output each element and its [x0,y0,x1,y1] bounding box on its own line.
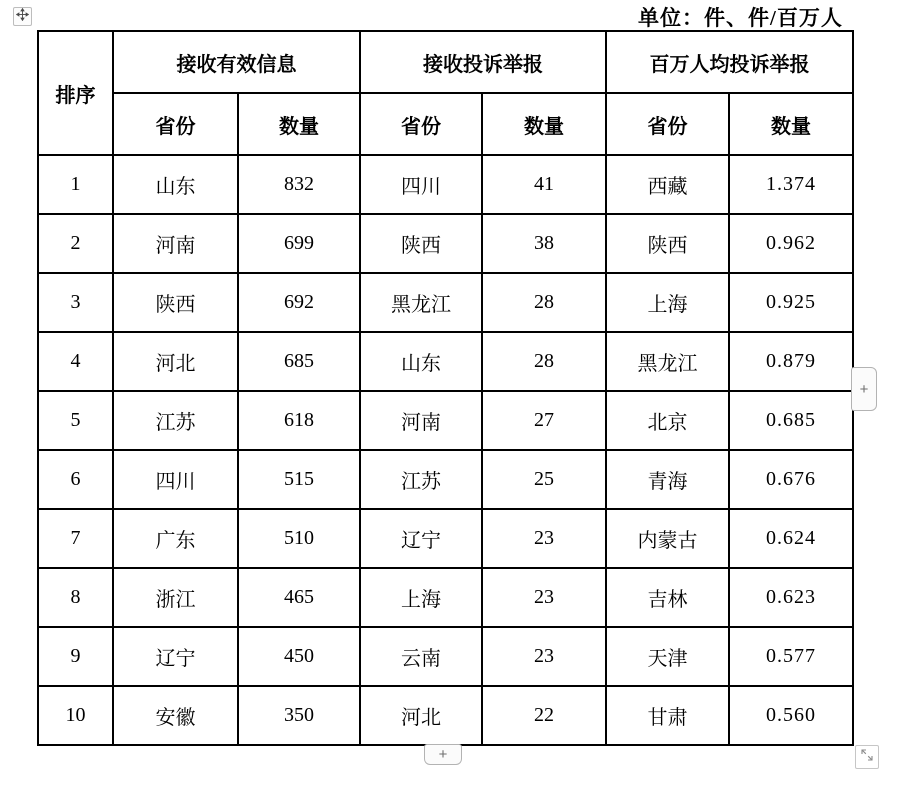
plus-icon: + [859,380,869,398]
cell-count[interactable]: 27 [482,391,606,450]
cell-province[interactable]: 河北 [113,332,238,391]
table-header-subcolumns [38,93,853,155]
table-row [38,568,853,627]
cell-count[interactable]: 22 [482,686,606,745]
cell-count[interactable]: 23 [482,568,606,627]
group-header-complaints[interactable]: 接收投诉举报 [360,31,606,93]
cell-rank[interactable]: 4 [38,332,113,391]
cell-province[interactable]: 陕西 [113,273,238,332]
cell-count[interactable]: 0.560 [729,686,853,745]
cell-rank[interactable]: 6 [38,450,113,509]
table-row [38,450,853,509]
subheader-count[interactable]: 数量 [482,93,606,155]
cell-province[interactable]: 甘肃 [606,686,729,745]
add-column-button[interactable] [851,367,877,411]
cell-province[interactable]: 上海 [606,273,729,332]
cell-count[interactable]: 0.577 [729,627,853,686]
plus-icon: + [438,746,448,763]
cell-count[interactable]: 832 [238,155,360,214]
cell-count[interactable]: 28 [482,273,606,332]
cell-province[interactable]: 四川 [360,155,482,214]
cell-rank[interactable]: 2 [38,214,113,273]
table-row [38,332,853,391]
cell-rank[interactable]: 1 [38,155,113,214]
cell-rank[interactable]: 10 [38,686,113,745]
cell-province[interactable]: 陕西 [606,214,729,273]
cell-province[interactable]: 江苏 [113,391,238,450]
cell-province[interactable]: 黑龙江 [606,332,729,391]
cell-count[interactable]: 0.623 [729,568,853,627]
cell-province[interactable]: 内蒙古 [606,509,729,568]
cell-province[interactable]: 江苏 [360,450,482,509]
cell-count[interactable]: 41 [482,155,606,214]
cell-rank[interactable]: 8 [38,568,113,627]
cell-province[interactable]: 辽宁 [113,627,238,686]
table-row [38,273,853,332]
cell-count[interactable]: 465 [238,568,360,627]
table-row [38,686,853,745]
add-row-button[interactable] [424,744,462,765]
cell-province[interactable]: 浙江 [113,568,238,627]
subheader-province[interactable]: 省份 [360,93,482,155]
cell-count[interactable]: 692 [238,273,360,332]
cell-count[interactable]: 0.685 [729,391,853,450]
cell-province[interactable]: 四川 [113,450,238,509]
cell-count[interactable]: 0.879 [729,332,853,391]
cell-count[interactable]: 1.374 [729,155,853,214]
cell-count[interactable]: 38 [482,214,606,273]
cell-province[interactable]: 辽宁 [360,509,482,568]
table-row [38,627,853,686]
cell-count[interactable]: 25 [482,450,606,509]
cell-province[interactable]: 广东 [113,509,238,568]
move-cross-icon [16,8,29,26]
cell-province[interactable]: 吉林 [606,568,729,627]
table-row [38,214,853,273]
cell-rank[interactable]: 9 [38,627,113,686]
subheader-province[interactable]: 省份 [606,93,729,155]
cell-province[interactable]: 黑龙江 [360,273,482,332]
group-header-per-million[interactable]: 百万人均投诉举报 [606,31,853,93]
table-row [38,155,853,214]
table-row [38,509,853,568]
cell-count[interactable]: 0.624 [729,509,853,568]
cell-count[interactable]: 0.925 [729,273,853,332]
cell-count[interactable]: 450 [238,627,360,686]
cell-province[interactable]: 河南 [113,214,238,273]
cell-rank[interactable]: 7 [38,509,113,568]
cell-province[interactable]: 山东 [360,332,482,391]
table-header-groups [38,31,853,93]
cell-province[interactable]: 北京 [606,391,729,450]
cell-count[interactable]: 23 [482,509,606,568]
subheader-province[interactable]: 省份 [113,93,238,155]
cell-count[interactable]: 28 [482,332,606,391]
cell-province[interactable]: 西藏 [606,155,729,214]
table-resize-handle[interactable] [855,745,879,769]
cell-province[interactable]: 天津 [606,627,729,686]
unit-caption: 单位：件、件/百万人 [638,6,843,30]
table-row [38,391,853,450]
cell-count[interactable]: 0.676 [729,450,853,509]
diagonal-resize-icon [859,747,875,768]
subheader-count[interactable]: 数量 [238,93,360,155]
cell-count[interactable]: 350 [238,686,360,745]
table-move-handle[interactable] [13,7,32,26]
cell-province[interactable]: 上海 [360,568,482,627]
cell-province[interactable]: 青海 [606,450,729,509]
cell-rank[interactable]: 5 [38,391,113,450]
cell-count[interactable]: 23 [482,627,606,686]
cell-province[interactable]: 河南 [360,391,482,450]
cell-province[interactable]: 陕西 [360,214,482,273]
subheader-count[interactable]: 数量 [729,93,853,155]
cell-count[interactable]: 515 [238,450,360,509]
cell-province[interactable]: 云南 [360,627,482,686]
cell-rank[interactable]: 3 [38,273,113,332]
cell-count[interactable]: 618 [238,391,360,450]
rank-header-cell[interactable]: 排序 [38,31,113,155]
cell-province[interactable]: 山东 [113,155,238,214]
group-header-valid-info[interactable]: 接收有效信息 [113,31,360,93]
province-ranking-table [37,30,854,746]
cell-count[interactable]: 510 [238,509,360,568]
cell-count[interactable]: 685 [238,332,360,391]
cell-count[interactable]: 0.962 [729,214,853,273]
cell-province[interactable]: 河北 [360,686,482,745]
cell-count[interactable]: 699 [238,214,360,273]
cell-province[interactable]: 安徽 [113,686,238,745]
